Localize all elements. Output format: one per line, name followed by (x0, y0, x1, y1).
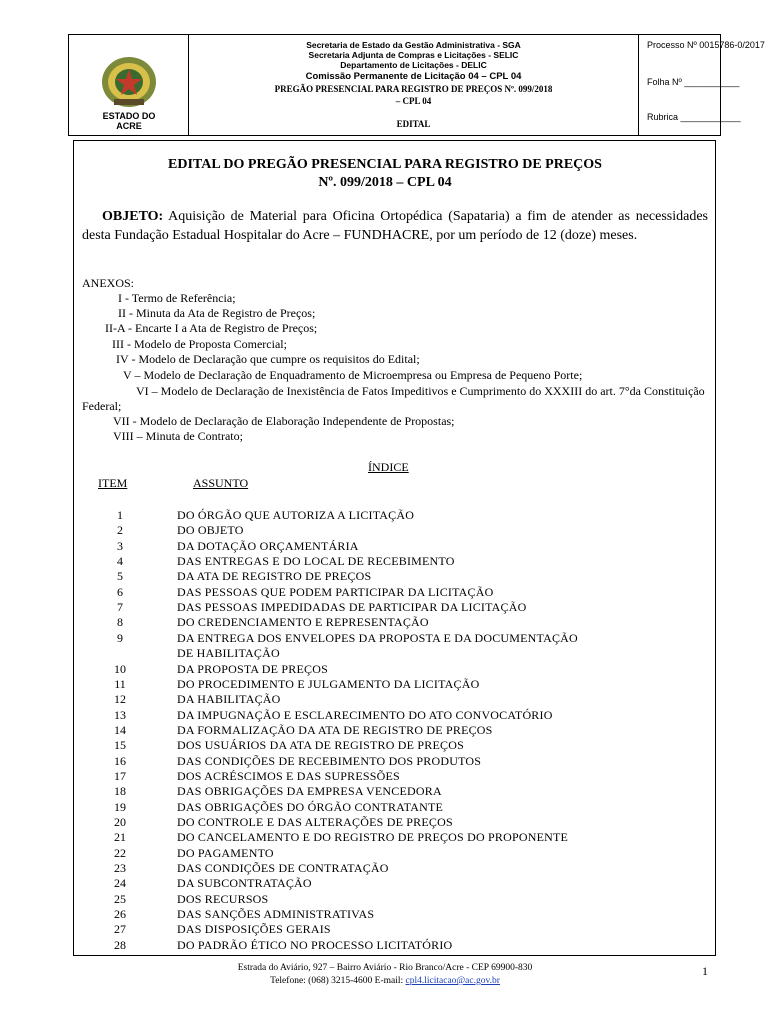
anexo-item-vi (82, 384, 708, 414)
indice-item-subject: DOS USUÁRIOS DA ATA DE REGISTRO DE PREÇOS (177, 738, 464, 753)
indice-item-number: 13 (114, 707, 126, 722)
header-process-cell (639, 35, 765, 135)
indice-item-number: 14 (114, 722, 126, 737)
objeto-paragraph (82, 207, 708, 245)
indice-item-number: 20 (114, 815, 126, 829)
indice-item-number: 26 (114, 907, 126, 922)
objeto-text: Aquisição de Material para Oficina Ortopédica (Sapataria) a fim de atender as necessidades desta Fundação Estadual Hospitalar do Acre – FUNDHACRE, por um período de 12 (doze) meses. (82, 209, 708, 243)
indice-col-assunto: ASSUNTO (193, 476, 249, 490)
indice-item-number: 18 (114, 784, 126, 799)
indice-item-subject: DA IMPUGNAÇÃO E ESCLARECIMENTO DO ATO CONVOCATÓRIO (177, 707, 553, 722)
departamento-delic: Departamento de Licitações - DELIC (340, 60, 487, 70)
indice-item-number: 10 (114, 661, 126, 676)
folha-field: Folha Nº ___________ (647, 77, 740, 87)
indice-item-subject-continuation: DE HABILITAÇÃO (177, 646, 280, 661)
indice-item-subject: DO CREDENCIAMENTO E REPRESENTAÇÃO (177, 615, 429, 630)
indice-item-number: 7 (117, 600, 123, 615)
footer-email-link[interactable]: cpl4.licitacao@ac.gov.br (405, 976, 500, 986)
indice-item-subject: DO CONTROLE E DAS ALTERAÇÕES DE PREÇOS (177, 815, 453, 829)
indice-item-subject: DA SUBCONTRATAÇÃO (177, 876, 312, 891)
header-agency-cell (189, 35, 639, 135)
indice-item-number: 9 (117, 630, 123, 645)
indice-item-number: 3 (117, 538, 123, 553)
indice-item-number: 27 (114, 922, 126, 937)
document-title-line1: EDITAL DO PREGÃO PRESENCIAL PARA REGISTRO DE PREÇOS (168, 157, 602, 172)
indice-item-number: 5 (117, 569, 123, 584)
indice-item-number: 8 (117, 615, 123, 630)
state-name-line2: ACRE (116, 121, 142, 131)
indice-item-number: 28 (114, 937, 126, 952)
indice-item-number: 12 (114, 692, 126, 707)
secretaria-sga: Secretaria de Estado da Gestão Administrativa - SGA (306, 40, 521, 50)
indice-item-subject: DOS ACRÉSCIMOS E DAS SUPRESSÕES (177, 768, 400, 783)
anexo-vi-text: VI – Modelo de Declaração de Inexistência de Fatos Impeditivos e Cumprimento do XXXIII do art. 7°da Constituição Federal; (82, 384, 705, 413)
pregao-line1: PREGÃO PRESENCIAL PARA REGISTRO DE PREÇOS Nº. 099/2018 (274, 84, 553, 94)
header-state-cell (69, 35, 189, 135)
indice-item-subject: DO PAGAMENTO (177, 845, 274, 860)
commission-name: Comissão Permanente de Licitação 04 – CPL 04 (305, 71, 522, 82)
indice-item-subject: DAS CONDIÇÕES DE RECEBIMENTO DOS PRODUTOS (177, 753, 482, 768)
indice-item-number: 24 (114, 876, 126, 891)
indice-item-subject: DA HABILITAÇÃO (177, 692, 281, 707)
anexo-item: III - Modelo de Proposta Comercial; (112, 337, 287, 351)
footer-phone: Telefone: (068) 3215-4600 E-mail: (270, 976, 404, 986)
anexo-item: VIII – Minuta de Contrato; (113, 429, 243, 443)
rubrica-field: Rubrica ____________ (647, 112, 741, 122)
indice-item-subject: DAS ENTREGAS E DO LOCAL DE RECEBIMENTO (177, 554, 455, 569)
indice-title: ÍNDICE (368, 460, 409, 474)
state-crest-icon (100, 55, 158, 109)
indice-item-subject: DA DOTAÇÃO ORÇAMENTÁRIA (177, 538, 359, 553)
indice-item-subject: DO PROCEDIMENTO E JULGAMENTO DA LICITAÇÃO (177, 676, 480, 691)
indice-item-subject: DA PROPOSTA DE PREÇOS (177, 661, 328, 676)
objeto-label: OBJETO: (102, 209, 164, 224)
indice-item-subject: DOS RECURSOS (177, 891, 269, 906)
document-title-line2: Nº. 099/2018 – CPL 04 (318, 175, 452, 190)
indice-item-subject: DAS CONDIÇÕES DE CONTRATAÇÃO (177, 861, 389, 876)
header-table (68, 34, 765, 136)
edital-label: EDITAL (396, 119, 431, 129)
secretaria-selic: Secretaria Adjunta de Compras e Licitações - SELIC (308, 50, 519, 60)
indice-col-item: ITEM (98, 476, 128, 490)
indice-item-subject: DO OBJETO (177, 523, 244, 538)
indice-item-number: 2 (117, 523, 123, 538)
footer-contact (0, 976, 770, 986)
indice-item-subject: DAS PESSOAS QUE PODEM PARTICIPAR DA LICITAÇÃO (177, 584, 494, 599)
indice-item-subject: DA FORMALIZAÇÃO DA ATA DE REGISTRO DE PREÇOS (177, 722, 493, 737)
anexo-item: II-A - Encarte I a Ata de Registro de Preços; (105, 321, 318, 335)
indice-item-number: 17 (114, 768, 126, 783)
indice-item-number: 21 (114, 830, 126, 845)
indice-item-number: 25 (114, 891, 126, 906)
indice-item-number: 23 (114, 861, 126, 876)
pregao-line2: – CPL 04 (395, 96, 432, 106)
indice-item-subject: DAS OBRIGAÇÕES DA EMPRESA VENCEDORA (177, 784, 442, 799)
indice-item-subject: DAS PESSOAS IMPEDIDADAS DE PARTICIPAR DA LICITAÇÃO (177, 600, 527, 615)
anexo-item: I - Termo de Referência; (118, 291, 236, 305)
indice-item-number: 16 (114, 753, 126, 768)
indice-item-subject: DO ÓRGÃO QUE AUTORIZA A LICITAÇÃO (177, 508, 415, 522)
indice-item-number: 1 (117, 508, 123, 522)
indice-item-subject: DO CANCELAMENTO E DO REGISTRO DE PREÇOS DO PROPONENTE (177, 830, 569, 845)
indice-item-subject: DAS OBRIGAÇÕES DO ÓRGÃO CONTRATANTE (177, 799, 444, 814)
anexo-item: IV - Modelo de Declaração que cumpre os requisitos do Edital; (116, 352, 420, 366)
indice-item-subject: DA ATA DE REGISTRO DE PREÇOS (177, 569, 372, 584)
state-name-line1: ESTADO DO (102, 111, 156, 121)
anexos-label: ANEXOS: (82, 276, 135, 290)
indice-item-subject: DAS SANÇÕES ADMINISTRATIVAS (177, 907, 375, 922)
footer-address: Estrada do Aviário, 927 – Bairro Aviário - Rio Branco/Acre - CEP 69900-830 (237, 963, 533, 973)
indice-item-subject: DA ENTREGA DOS ENVELOPES DA PROPOSTA E DA DOCUMENTAÇÃO (177, 630, 578, 645)
indice-item-number: 22 (114, 845, 126, 860)
indice-item-number: 6 (117, 584, 123, 599)
indice-item-number: 4 (117, 554, 123, 569)
indice-item-subject: DO PADRÃO ÉTICO NO PROCESSO LICITATÓRIO (177, 937, 453, 952)
anexo-item: V – Modelo de Declaração de Enquadramento de Microempresa ou Empresa de Pequeno Porte; (123, 368, 583, 382)
indice-item-number: 19 (114, 799, 126, 814)
process-number: Processo Nº 0015786-0/2017 (647, 40, 765, 50)
indice-item-subject: DAS DISPOSIÇÕES GERAIS (177, 922, 331, 937)
anexo-item: II - Minuta da Ata de Registro de Preços; (118, 306, 316, 320)
page-number: 1 (702, 964, 708, 978)
indice-item-number: 11 (114, 676, 126, 691)
indice-item-number: 15 (114, 738, 126, 753)
anexo-item: VII - Modelo de Declaração de Elaboração Independente de Propostas; (113, 414, 455, 428)
